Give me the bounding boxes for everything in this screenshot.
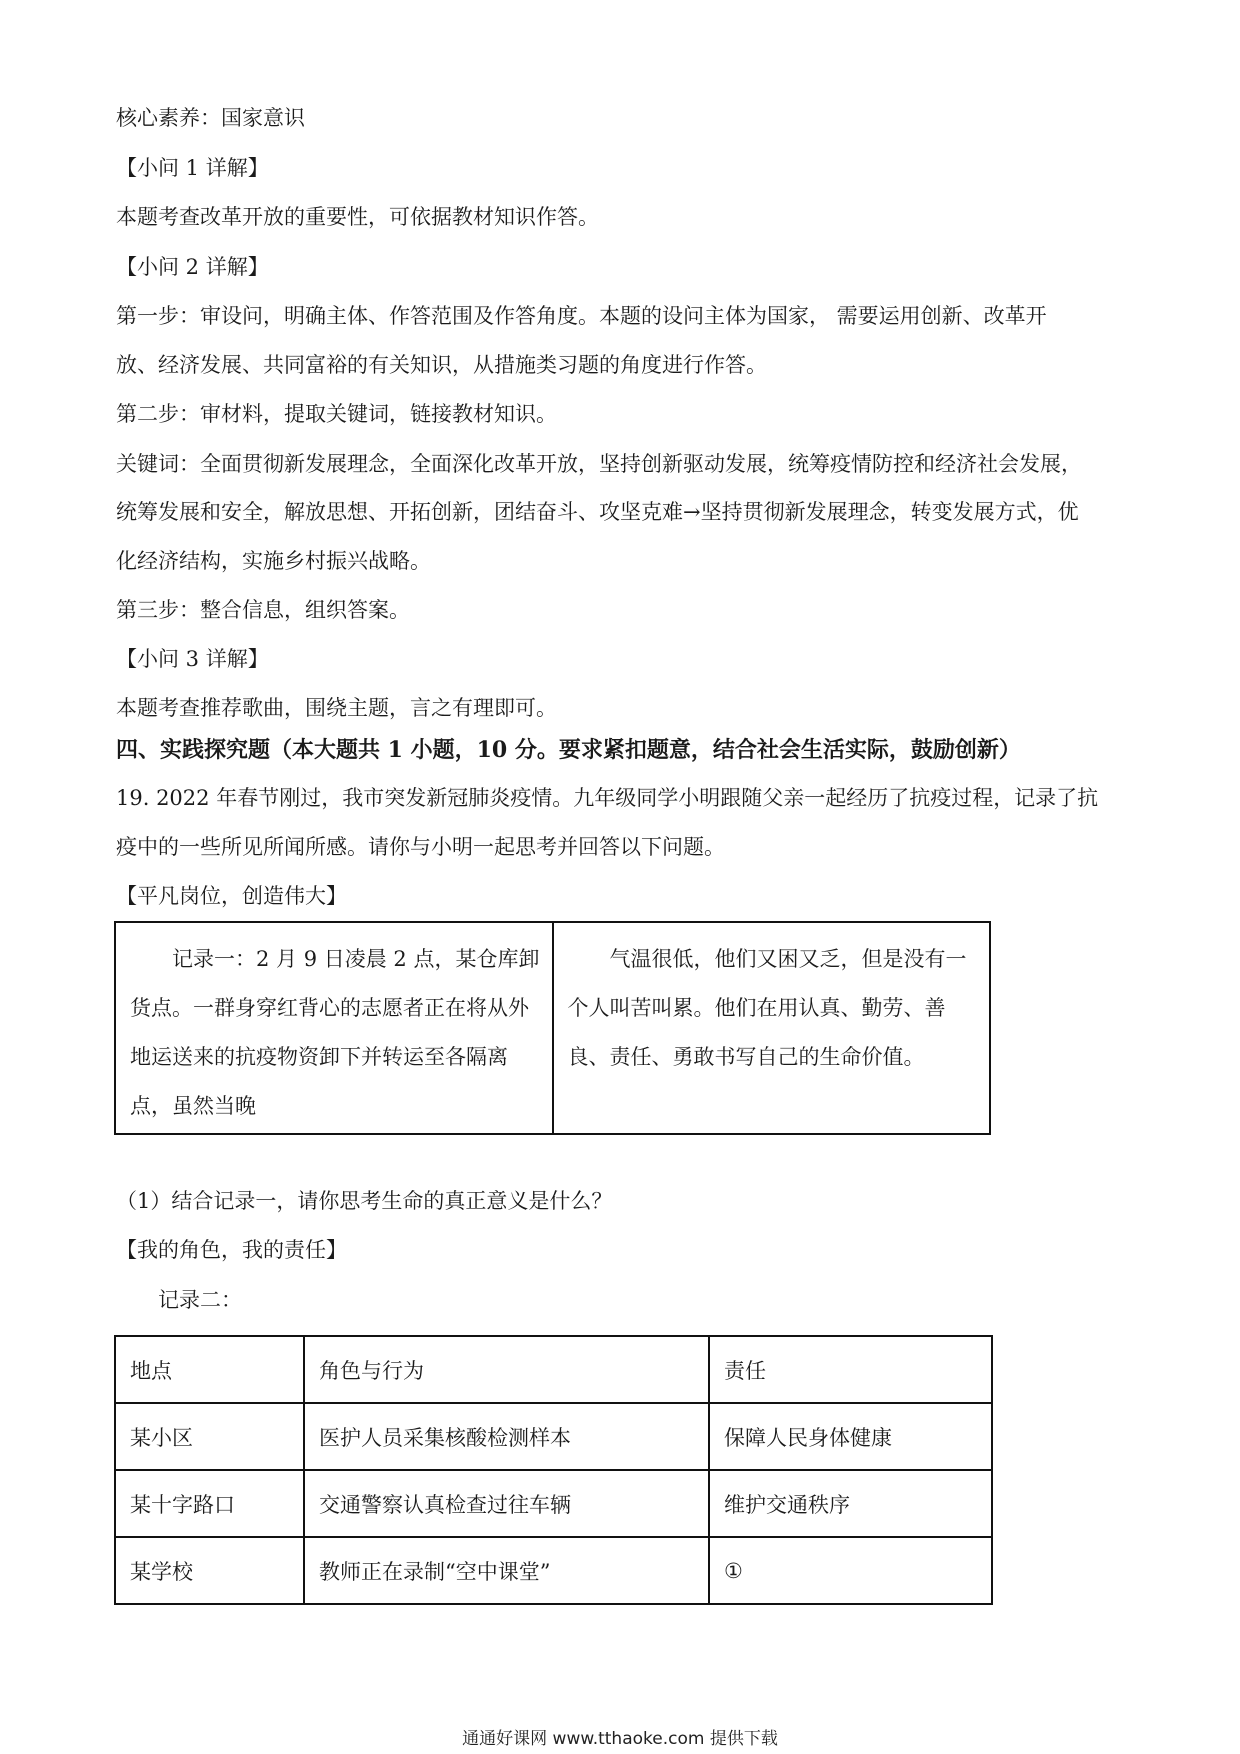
cell-role: 教师正在录制“空中课堂” xyxy=(304,1537,709,1604)
cell-role: 交通警察认真检查过往车辆 xyxy=(304,1470,709,1537)
header-role: 角色与行为 xyxy=(304,1336,709,1403)
q2-step1-line2: 放、经济发展、共同富裕的有关知识，从措施类习题的角度进行作答。 xyxy=(116,353,767,377)
q2-keywords-line3: 化经济结构，实施乡村振兴战略。 xyxy=(116,549,431,573)
q1-detail-text: 本题考查改革开放的重要性，可依据教材知识作答。 xyxy=(116,205,599,229)
q1-detail-title: 【小问 1 详解】 xyxy=(116,156,269,180)
record2-label: 记录二： xyxy=(158,1288,242,1312)
record1-left-cell xyxy=(115,922,553,1134)
footer-source: 通通好课网 www.tthaoke.com 提供下载 xyxy=(462,1729,778,1749)
q2-step1-line1: 第一步：审设问，明确主体、作答范围及作答角度。本题的设问主体为国家， 需要运用创新、改革开 xyxy=(116,304,1047,328)
q3-detail-title: 【小问 3 详解】 xyxy=(116,647,269,671)
record1-table xyxy=(114,921,991,1135)
part1-title: 【平凡岗位，创造伟大】 xyxy=(116,884,347,908)
record1-right-cell xyxy=(553,922,991,1134)
header-location: 地点 xyxy=(115,1336,304,1403)
record2-table xyxy=(114,1335,993,1605)
cell-location: 某十字路口 xyxy=(115,1470,304,1537)
record1-left-text: 记录一：2 月 9 日凌晨 2 点，某仓库卸货点。一群身穿红背心的志愿者正在将从外地运送来的抗疫物资卸下并转运至各隔离点，虽然当晚 xyxy=(130,947,540,1118)
q2-step3: 第三步：整合信息，组织答案。 xyxy=(116,598,410,622)
record1-right-text: 气温很低，他们又困又乏，但是没有一个人叫苦叫累。他们在用认真、勤劳、善良、责任、勇敢书写自己的生命价值。 xyxy=(567,947,967,1069)
q2-detail-title: 【小问 2 详解】 xyxy=(116,255,269,279)
q2-keywords-line1: 关键词：全面贯彻新发展理念，全面深化改革开放，坚持创新驱动发展，统筹疫情防控和经济社会发展， xyxy=(116,452,1082,476)
table-header-row xyxy=(115,1336,992,1403)
table-row xyxy=(115,1537,992,1604)
part2-title: 【我的角色，我的责任】 xyxy=(116,1238,347,1262)
cell-location: 某学校 xyxy=(115,1537,304,1604)
cell-responsibility: 维护交通秩序 xyxy=(709,1470,992,1537)
cell-responsibility: 保障人民身体健康 xyxy=(709,1403,992,1470)
table-row xyxy=(115,1470,992,1537)
q2-keywords-line2: 统筹发展和安全，解放思想、开拓创新，团结奋斗、攻坚克难→坚持贯彻新发展理念，转变发展方式，优 xyxy=(116,500,1079,524)
q2-step2: 第二步：审材料，提取关键词，链接教材知识。 xyxy=(116,402,557,426)
core-literacy: 核心素养：国家意识 xyxy=(116,106,305,130)
header-responsibility: 责任 xyxy=(709,1336,992,1403)
cell-role: 医护人员采集核酸检测样本 xyxy=(304,1403,709,1470)
table-row xyxy=(115,1403,992,1470)
section-heading: 四、实践探究题（本大题共 1 小题，10 分。要求紧扣题意，结合社会生活实际，鼓励创新） xyxy=(116,737,1021,763)
question-1: （1）结合记录一，请你思考生命的真正意义是什么？ xyxy=(116,1189,613,1213)
cell-location: 某小区 xyxy=(115,1403,304,1470)
cell-responsibility: ① xyxy=(709,1537,992,1604)
q19-stem-line1: 19. 2022 年春节刚过，我市突发新冠肺炎疫情。九年级同学小明跟随父亲一起经历了抗疫过程，记录了抗 xyxy=(116,786,1099,810)
q3-detail-text: 本题考查推荐歌曲，围绕主题，言之有理即可。 xyxy=(116,696,557,720)
q19-stem-line2: 疫中的一些所见所闻所感。请你与小明一起思考并回答以下问题。 xyxy=(116,835,725,859)
